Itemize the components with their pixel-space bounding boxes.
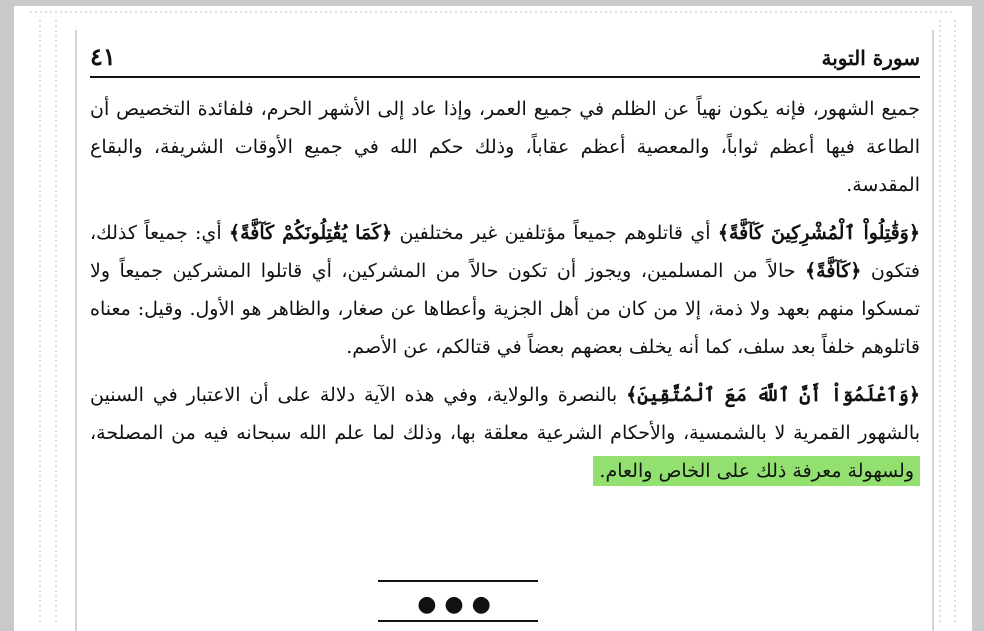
commentary-text: أي: جميعاً كذلك، فتكون: [90, 222, 920, 282]
text-line: التخصيص أن الطاعة فيها أعظم ثواباً، والمعصية أعظم عقاباً، وذلك حكم الله في جميع: [90, 98, 920, 158]
commentary-text: أي قاتلوهم جميعاً مؤتلفين غير مختلفين: [392, 222, 718, 244]
quran-verse: ﴿وَٱعْلَمُوٓاْ أَنَّ ٱللَّهَ مَعَ ٱلْمُتَّقِينَ﴾: [626, 384, 920, 406]
body-text: [90, 90, 920, 490]
ornament-dots: ●●●: [417, 592, 499, 617]
page-header: [90, 40, 920, 78]
quran-verse: ﴿كَمَا يُقَٰتِلُونَكُمْ كَآفَّةً﴾: [228, 222, 393, 244]
quran-verse: ﴿كَآفَّةً﴾: [805, 260, 862, 282]
text-line: جميع الشهور، فإنه يكون نهياً عن الظلم في جميع العمر، وإذا عاد إلى الأشهر الحرم، فلفائدة: [197, 98, 920, 120]
ornament-rule-top: [378, 580, 538, 582]
text-line: الأوقات الشريفة، والبقاع المقدسة.: [90, 136, 920, 196]
page-number: ٤١: [90, 42, 116, 71]
commentary-text: حالاً من المسلمين، ويجوز أن تكون حالاً من المشركين، أي قاتلوا المشركين جميعاً ولا تمسكوا منهم بعهد ولا ذمة، إلا من كان من أهل الجزية وأعطاها عن صغار، والظاهر هو الأول. وقيل: معناه قاتلوهم خلفاً بعد سلف، كما أنه يخلف بعضهم بعضاً في قتالكم، عن الأصم.: [90, 260, 920, 358]
highlighted-text: ولسهولة معرفة ذلك على الخاص والعام.: [593, 456, 920, 486]
paragraph-1: [90, 90, 920, 204]
ornament-rule-bottom: [378, 620, 538, 622]
document-page: [90, 30, 920, 631]
page-title: سورة التوبة: [821, 46, 920, 70]
paragraph-2: [90, 214, 920, 366]
quran-verse: ﴿وَقَٰتِلُواْ ٱلْمُشْرِكِينَ كَآفَّةً﴾: [717, 222, 920, 244]
commentary-text: بالنصرة والولاية، وفي هذه الآية دلالة على أن الاعتبار في السنين بالشهور القمرية لا بالشمسية، والأحكام الشرعية معلقة بها، وذلك لما علم الله سبحانه فيه من المصلحة،: [90, 384, 920, 444]
paragraph-3: [90, 376, 920, 490]
